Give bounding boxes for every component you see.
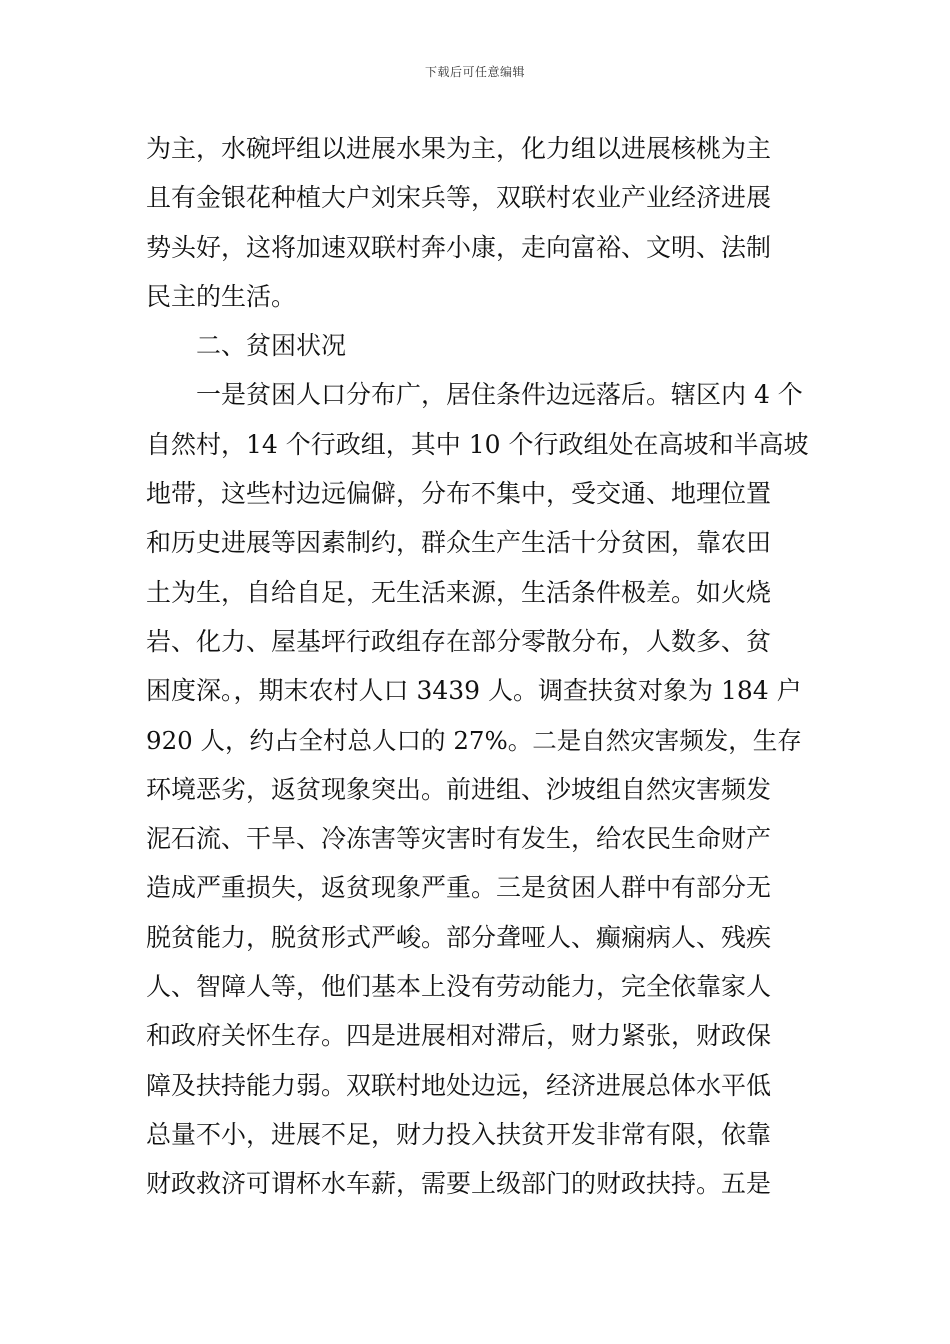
text-line: 势头好，这将加速双联村奔小康，走向富裕、文明、法制 — [146, 232, 772, 262]
text-line: 民主的生活。 — [146, 281, 297, 311]
text-line: 为主，水碗坪组以进展水果为主，化力组以进展核桃为主 — [146, 134, 772, 163]
document-body — [146, 124, 810, 1209]
text-line: 和历史进展等因素制约，群众生产生活十分贫困，靠农田 — [146, 528, 772, 558]
text-line: 920 人，约占全村总人口的 27%。二是自然灾害频发，生存 — [146, 725, 802, 755]
text-line: 一是贫困人口分布广，居住条件边远落后。辖区内 4 个 — [196, 380, 803, 410]
text-line: 总量不小，进展不足，财力投入扶贫开发非常有限，依靠 — [146, 1119, 772, 1149]
text-line: 人、智障人等，他们基本上没有劳动能力，完全依靠家人 — [146, 972, 772, 1002]
page-header-note: 下载后可任意编辑 — [424, 65, 525, 79]
text-line: 且有金银花种植大户刘宋兵等，双联村农业产业经济进展 — [146, 183, 772, 213]
text-line: 环境恶劣，返贫现象突出。前进组、沙坡组自然灾害频发 — [146, 774, 772, 804]
text-line: 造成严重损失，返贫现象严重。三是贫困人群中有部分无 — [146, 873, 772, 903]
text-line: 障及扶持能力弱。双联村地处边远，经济进展总体水平低 — [146, 1070, 772, 1100]
text-line: 岩、化力、屋基坪行政组存在部分零散分布，人数多、贫 — [146, 626, 772, 656]
text-line: 二、贫困状况 — [196, 331, 347, 361]
text-line: 自然村，14 个行政组，其中 10 个行政组处在高坡和半高坡 — [146, 429, 809, 459]
text-line: 困度深。，期末农村人口 3439 人。调查扶贫对象为 184 户 — [146, 676, 802, 706]
text-line: 地带，这些村边远偏僻，分布不集中，受交通、地理位置 — [146, 479, 772, 509]
text-line: 泥石流、干旱、冷冻害等灾害时有发生，给农民生命财产 — [146, 824, 772, 854]
text-line: 脱贫能力，脱贫形式严峻。部分聋哑人、癫痫病人、残疾 — [146, 922, 772, 952]
text-line: 和政府关怀生存。四是进展相对滞后，财力紧张，财政保 — [146, 1021, 772, 1051]
text-line: 土为生，自给自足，无生活来源，生活条件极差。如火烧 — [146, 577, 772, 607]
text-line: 财政救济可谓杯水车薪，需要上级部门的财政扶持。五是 — [146, 1169, 772, 1199]
